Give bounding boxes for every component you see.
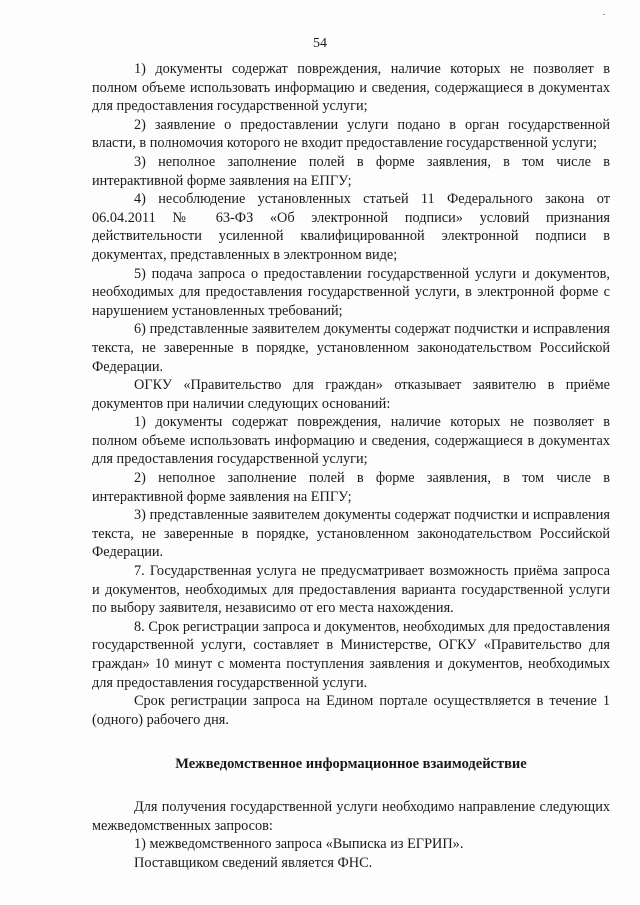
paragraph: 1) документы содержат повреждения, наличие которых не позволяет в полном объеме использовать информацию и сведения, содержащиеся в документах для предоставления государственной услуги; xyxy=(92,414,610,468)
paragraph: 4) несоблюдение установленных статьей 11 Федерального закона от 06.04.2011 № 63-ФЗ «Об электронной подписи» условий признания действительности усиленной квалифицированной электронной подписи в документах, представленных в электронном виде; xyxy=(92,191,610,263)
paragraph: 2) заявление о предоставлении услуги подано в орган государственной власти, в полномочия которого не входит предоставление государственной услуги; xyxy=(92,116,610,152)
page-content xyxy=(92,60,610,872)
scan-mark xyxy=(603,14,605,15)
paragraph: 2) неполное заполнение полей в форме заявления, в том числе в интерактивной форме заявления на ЕПГУ; xyxy=(92,470,610,505)
paragraph: 8. Срок регистрации запроса и документов, необходимых для предоставления государственной услуги, составляет в Министерстве, ОГКУ «Правительство для граждан» 10 минут с момента поступления заявления и документов, необходимых для предоставления государственной услуги. xyxy=(92,618,610,691)
paragraph: 3) неполное заполнение полей в форме заявления, в том числе в интерактивной форме заявления на ЕПГУ; xyxy=(92,153,610,189)
paragraph: 1) межведомственного запроса «Выписка из ЕГРИП». xyxy=(134,836,464,853)
paragraph: 5) подача запроса о предоставлении государственной услуги и документов, необходимых для предоставления государственной услуги, в электронной форме с нарушением установленных требований; xyxy=(92,265,610,319)
section-heading: Межведомственное информационное взаимодействие xyxy=(175,756,527,773)
paragraph: 3) представленные заявителем документы содержат подчистки и исправления текста, не заверенные в порядке, установленном законодательством Российской Федерации. xyxy=(92,507,610,561)
paragraph: Срок регистрации запроса на Едином портале осуществляется в течение 1 (одного) рабочего дня. xyxy=(92,693,610,728)
paragraph: Поставщиком сведений является ФНС. xyxy=(134,854,373,871)
paragraph: Для получения государственной услуги необходимо направление следующих межведомственных запросов: xyxy=(92,798,610,834)
paragraph: 7. Государственная услуга не предусматривает возможность приёма запроса и документов, необходимых для предоставления варианта государственной услуги по выбору заявителя, независимо от его места нахождения. xyxy=(92,563,610,617)
paragraph: ОГКУ «Правительство для граждан» отказывает заявителю в приёме документов при наличии следующих оснований: xyxy=(92,377,610,412)
paragraph: 6) представленные заявителем документы содержат подчистки и исправления текста, не заверенные в порядке, установленном законодательством Российской Федерации. xyxy=(92,321,610,375)
paragraph: 1) документы содержат повреждения, наличие которых не позволяет в полном объеме использовать информацию и сведения, содержащиеся в документах для предоставления государственной услуги; xyxy=(92,61,610,115)
page-number: 54 xyxy=(313,36,327,51)
